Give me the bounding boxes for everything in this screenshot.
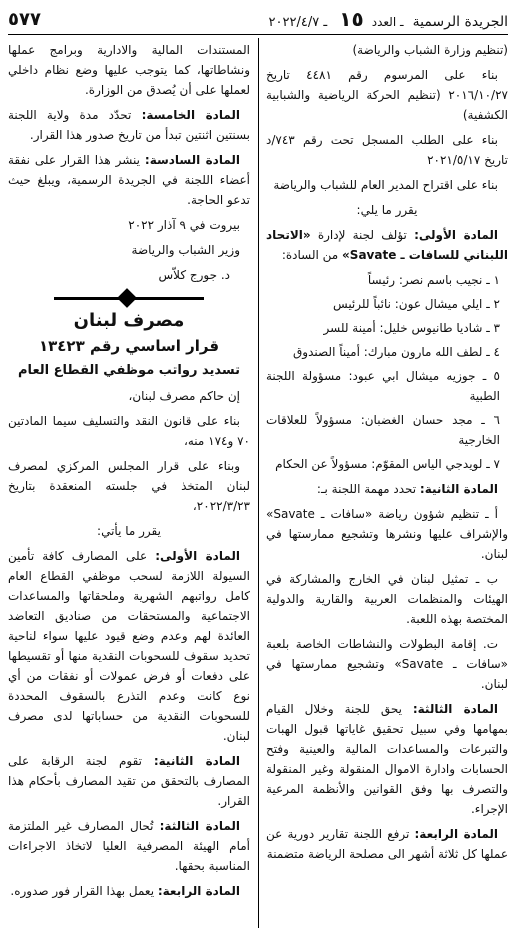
federation-name: «الاتحاد اللبناني للسافات ـ Savate»: [266, 228, 508, 262]
article-4: [266, 824, 508, 864]
decision-title: قرار اساسي رقم ١٣٤٢٣: [38, 337, 220, 355]
left-column: [8, 40, 250, 906]
bank-decides-line: يقرر ما يأتي:: [97, 524, 161, 538]
header-title-group: [269, 7, 508, 31]
member-item: ٥ ـ جوزيه ميشال ابي عبود: مسؤولة اللجنة الطبية: [266, 369, 500, 403]
article-1: [266, 225, 508, 265]
article-6-label: المادة السادسة:: [144, 153, 240, 167]
header-rule: [8, 34, 508, 35]
article-4-text: ترفع اللجنة تقارير دورية عن عملها كل ثلاثة أشهر الى مصلحة الرياضة متضمنة: [266, 827, 508, 861]
continued-text: المستندات المالية والادارية وبرامج عملها ونشاطاتها، كما يتوجب عليها وضع نظام داخلي لعملها على أن يُصدق من الوزارة.: [8, 43, 250, 97]
bank-heading: مصرف لبنان: [73, 310, 185, 331]
issue-label: ـ العدد: [371, 15, 404, 29]
article-4-label: المادة الرابعة:: [414, 827, 498, 841]
preamble-decree: بناء على المرسوم رقم ٤٤٨١ تاريخ ٢٠١٦/١٠/٢٧ (تنظيم الحركة الرياضية والشبابية الكشفية): [266, 68, 508, 122]
bank-article-2-text: تقوم لجنة الرقابة على المصارف بالتحقق من تقيد المصارف بأحكام هذا القرار.: [8, 754, 250, 808]
article-1-label: المادة الأولى:: [414, 228, 498, 242]
signature-title: وزير الشباب والرياضة: [131, 243, 240, 257]
preamble-request: بناء على الطلب المسجل تحت رقم ٧٤٣/د تاريخ ٢٠٢١/٥/١٧: [266, 133, 508, 167]
member-item: ٤ ـ لطف الله مارون مبارك: أميناً الصندوق: [293, 345, 500, 359]
issue-date: ـ ٢٠٢٢/٤/٧: [268, 15, 328, 30]
bank-article-1-text: على المصارف كافة تأمين السيولة اللازمة لسحب موظفي القطاع العام كامل رواتبهم الشهرية وملحقاتها والمساعدات الاجتماعية والمستحقات من صناديق التعاضد العائدة لهم وعدم وضع قيود عليها سواء لناحية تحديد سقوف للسحوبات النقدية منها أو تقسيطها على دفعات أو فرض عمولات أو نفقات من أي نوع كانت وعدم التذرع بالسقوف المحددة للسحوبات النقدية من حساباتها لدى مصرف لبنان.: [8, 549, 250, 743]
bank-article-2: [8, 751, 250, 811]
bank-article-3-text: تُحال المصارف غير الملتزمة أمام الهيئة المصرفية العليا لاتخاذ الاجراءات المناسبة بحقها.: [8, 819, 250, 873]
member-item: ٢ ـ ايلي ميشال عون: نائباً للرئيس: [333, 297, 500, 311]
article-5-label: المادة الخامسة:: [141, 108, 240, 122]
article-2-label: المادة الثانية:: [419, 482, 498, 496]
page-number: ٥٧٧: [8, 8, 41, 30]
issue-number: ١٥: [339, 7, 364, 31]
bank-article-4: [8, 881, 250, 901]
bank-article-3-label: المادة الثالثة:: [159, 819, 241, 833]
article-1-text-b: من السادة:: [281, 248, 343, 262]
section-ornament: [54, 291, 204, 305]
member-item: ٧ ـ لويدجي الياس المقوّم: مسؤولاً عن الحكام: [275, 457, 500, 471]
article-2-text: تحدد مهمة اللجنة بـ:: [316, 482, 420, 496]
member-item: ٣ ـ شاديا طانيوس خليل: أمينة للسر: [323, 321, 500, 335]
bank-article-2-label: المادة الثانية:: [153, 754, 240, 768]
preamble-proposal: بناء على اقتراح المدير العام للشباب والرياضة: [273, 178, 498, 192]
ornament-diamond: [117, 288, 137, 308]
article-1-text-a: تؤلف لجنة لإدارة: [310, 228, 415, 242]
article-3-text: يحق للجنة وخلال القيام بمهامها وفي سبيل تحقيق غاياتها قبول الهبات والتبرعات والمساعدات المالية والعينية وفتح الحسابات وادارة الاموال المنقولة وغير المنقولة والتصرف بها وفق القوانين والأنظمة المرعية الإجراء.: [266, 702, 508, 816]
decision-subtitle: تسديد رواتب موظفي القطاع العام: [18, 363, 240, 378]
member-item: ٦ ـ مجد حسان الغضبان: مسؤولاً للعلاقات الخارجية: [266, 413, 500, 447]
bank-article-1-label: المادة الأولى:: [155, 549, 240, 563]
signature-place-date: بيروت في ٩ آذار ٢٠٢٢: [128, 218, 240, 232]
bank-preamble-council: وبناء على قرار المجلس المركزي لمصرف لبنان المتخذ في جلسته المنعقدة بتاريخ ٢٠٢٢/٣/٢٣،: [8, 459, 250, 513]
article-2-item-a: أ ـ تنظيم شؤون رياضة «سافات ـ Savate» والإشراف عليها ونشرها وتشجيع ممارستها في لبنان.: [266, 507, 508, 561]
article-2: [266, 479, 508, 499]
ministry-note: (تنظيم وزارة الشباب والرياضة): [352, 43, 508, 57]
article-6: [8, 150, 250, 210]
article-2-item-b: ب ـ تمثيل لبنان في الخارج والمشاركة في الهيئات والمنظمات العربية والقارية والدولية المختصة بهذه اللعبة.: [266, 572, 508, 626]
bank-preamble-law: بناء على قانون النقد والتسليف سيما المادتين ٧٠ و١٧٤ منه،: [8, 414, 250, 448]
gazette-title: الجريدة الرسمية: [412, 14, 508, 30]
article-3-label: المادة الثالثة:: [412, 702, 499, 716]
article-3: [266, 699, 508, 819]
decides-line: يقرر ما يلي:: [356, 203, 418, 217]
signature-name: د. جورج كلاّس: [158, 268, 230, 282]
article-2-item-c: ت. إقامة البطولات والنشاطات الخاصة بلعبة «سافات ـ Savate» وتشجيع ممارستها في لبنان.: [266, 637, 509, 691]
article-5: [8, 105, 250, 145]
article-5-text: تحدّد مدة ولاية اللجنة بسنتين اثنتين تبدأ من تاريخ صدور هذا القرار.: [8, 108, 250, 142]
bank-article-4-label: المادة الرابعة:: [157, 884, 240, 898]
member-item: ١ ـ نجيب باسم نصر: رئيساً: [367, 273, 500, 287]
bank-article-3: [8, 816, 250, 876]
page-header: [8, 6, 508, 32]
members-list: [266, 270, 508, 474]
article-6-text: ينشر هذا القرار على نفقة أعضاء اللجنة في الجريدة الرسمية، ويبلغ حيث تدعو الحاجة.: [8, 153, 250, 207]
right-column: [266, 40, 508, 869]
column-divider: [258, 38, 259, 928]
bank-preamble-governor: إن حاكم مصرف لبنان،: [128, 389, 240, 403]
bank-article-4-text: يعمل بهذا القرار فور صدوره.: [10, 884, 158, 898]
bank-article-1: [8, 546, 250, 746]
